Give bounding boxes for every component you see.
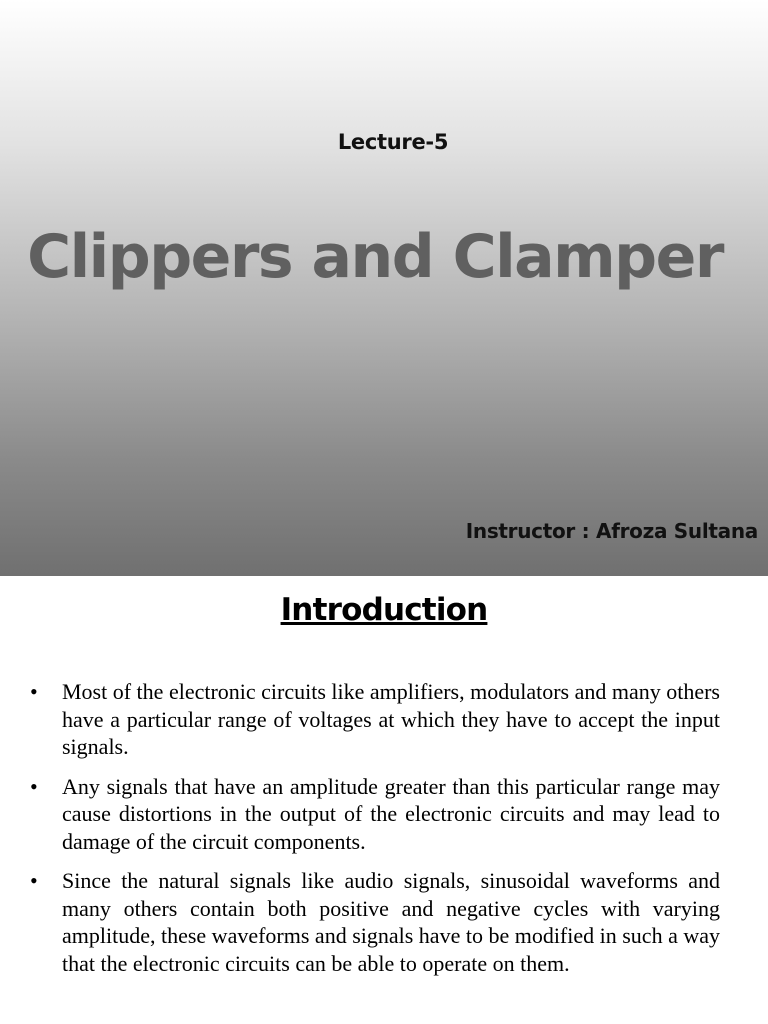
bullet-dot-icon: •	[30, 868, 38, 893]
bullet-dot-icon: •	[30, 773, 38, 799]
slide-title: Clippers and Clamper	[27, 222, 723, 292]
bullet-text: Any signals that have an amplitude greater than this particular range may cause distortions in the output of the electronic circuits and may lead to damage of the circuit components.	[62, 773, 720, 854]
instructor-name: Instructor : Afroza Sultana	[465, 519, 758, 543]
bullet-item	[30, 773, 720, 856]
bullet-list	[30, 678, 720, 989]
bullet-item	[30, 867, 720, 977]
bullet-text: Most of the electronic circuits like amplifiers, modulators and many others have a particular range of voltages at which they have to accept the input signals.	[62, 679, 720, 759]
introduction-heading: Introduction	[280, 592, 488, 628]
bullet-text: Since the natural signals like audio signals, sinusoidal waveforms and many others contain both positive and negative cycles with varying amplitude, these waveforms and signals have to be modified in such a way that the electronic circuits can be able to operate on them.	[62, 868, 720, 976]
bullet-item	[30, 678, 720, 761]
bullet-dot-icon: •	[30, 679, 38, 704]
introduction-slide	[0, 576, 768, 1024]
lecture-label: Lecture-5	[337, 130, 449, 154]
